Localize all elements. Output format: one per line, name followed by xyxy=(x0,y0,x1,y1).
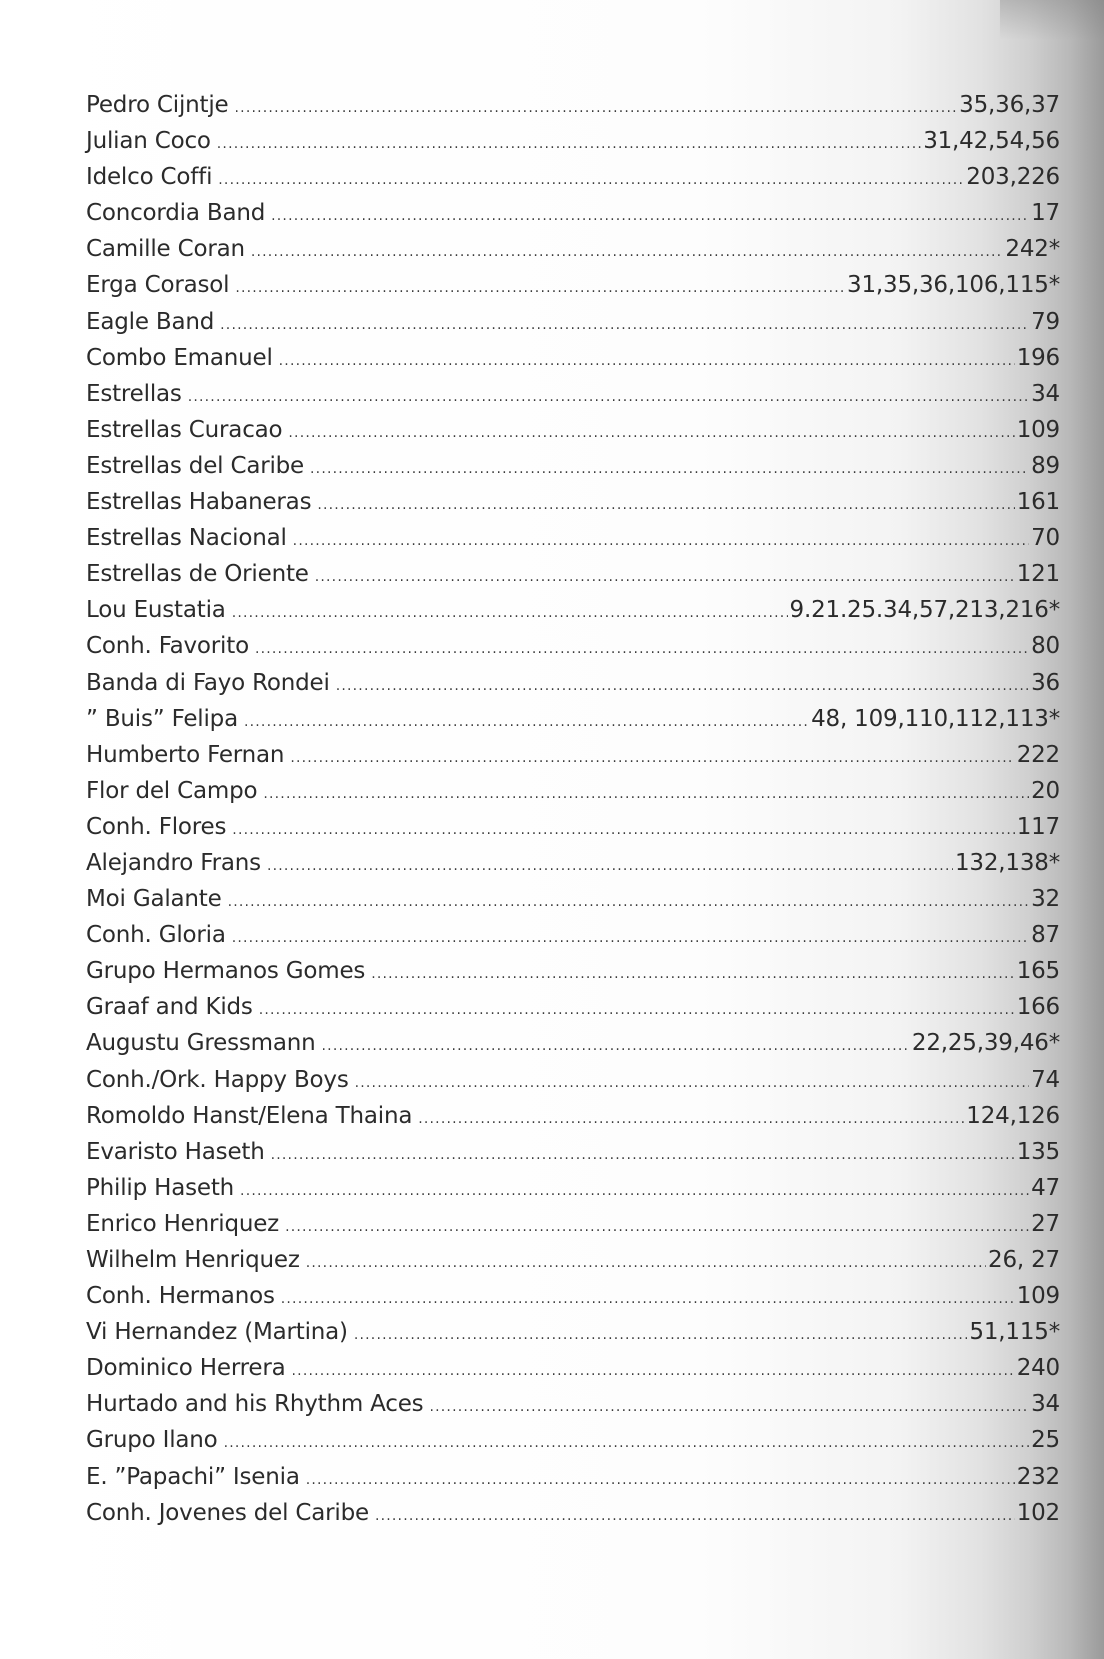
dot-leader xyxy=(293,523,1029,559)
entry-name: Lou Eustatia xyxy=(86,597,226,624)
index-entry xyxy=(86,1495,1060,1531)
entry-pages: 196 xyxy=(1016,344,1060,371)
entry-pages: 165 xyxy=(1016,958,1060,985)
entry-pages: 89 xyxy=(1031,452,1060,479)
entry-name: E. ”Papachi” Isenia xyxy=(86,1463,300,1490)
entry-name: Camille Coran xyxy=(86,236,245,263)
dot-leader xyxy=(220,307,1029,343)
index-entry xyxy=(86,267,1060,303)
index-entry xyxy=(86,1134,1060,1170)
entry-pages: 35,36,37 xyxy=(959,92,1060,118)
entry-name: Estrellas del Caribe xyxy=(86,452,305,479)
dot-leader xyxy=(285,1209,1029,1245)
index-entry xyxy=(86,1206,1060,1242)
index-entry xyxy=(86,195,1060,231)
page-edge-shadow xyxy=(1000,0,1104,40)
entry-name: Idelco Coffi xyxy=(86,164,213,191)
entry-pages: 135 xyxy=(1016,1138,1060,1165)
entry-name: Grupo Hermanos Gomes xyxy=(86,958,366,985)
entry-name: Vi Hernandez (Martina) xyxy=(86,1319,348,1346)
entry-pages: 36 xyxy=(1031,669,1060,696)
entry-pages: 22,25,39,46* xyxy=(911,1030,1060,1057)
dot-leader xyxy=(288,415,1014,451)
index-entry xyxy=(86,1314,1060,1350)
entry-pages: 222 xyxy=(1016,741,1060,768)
entry-name: Eagle Band xyxy=(86,308,215,335)
entry-name: Wilhelm Henriquez xyxy=(86,1247,300,1273)
entry-name: Conh. Hermanos xyxy=(86,1283,275,1310)
dot-leader xyxy=(255,631,1029,667)
entry-name: Conh. Favorito xyxy=(86,633,249,660)
entry-name: Estrellas de Oriente xyxy=(86,561,309,588)
entry-pages: 102 xyxy=(1016,1499,1060,1526)
entry-name: Enrico Henriquez xyxy=(86,1210,280,1237)
entry-pages: 203,226 xyxy=(966,164,1060,191)
entry-name: ” Buis” Felipa xyxy=(86,705,238,732)
entry-pages: 166 xyxy=(1016,994,1060,1021)
index-entry xyxy=(86,1098,1060,1134)
index-entry xyxy=(86,845,1060,881)
entry-name: Philip Haseth xyxy=(86,1174,235,1201)
entry-name: Humberto Fernan xyxy=(86,741,285,768)
index-entry xyxy=(86,1242,1060,1278)
dot-leader xyxy=(429,1389,1029,1425)
entry-pages: 132,138* xyxy=(954,849,1060,876)
entry-pages: 20 xyxy=(1031,777,1060,804)
dot-leader xyxy=(217,126,921,162)
dot-leader xyxy=(306,1462,1015,1498)
index-entry xyxy=(86,1350,1060,1386)
index-entry xyxy=(86,881,1060,917)
entry-pages: 48, 109,110,112,113* xyxy=(811,705,1060,732)
entry-name: Evaristo Haseth xyxy=(86,1138,265,1165)
entry-pages: 79 xyxy=(1031,308,1060,335)
index-entry xyxy=(86,1386,1060,1422)
entry-pages: 17 xyxy=(1031,200,1060,227)
entry-pages: 47 xyxy=(1031,1174,1060,1201)
entry-pages: 117 xyxy=(1016,813,1060,840)
dot-leader xyxy=(235,270,845,306)
index-entry xyxy=(86,556,1060,592)
index-entry xyxy=(86,1170,1060,1206)
index-entry xyxy=(86,484,1060,520)
entry-name: Grupo Ilano xyxy=(86,1427,218,1454)
entry-pages: 80 xyxy=(1031,633,1060,660)
index-entry xyxy=(86,1025,1060,1061)
entry-pages: 161 xyxy=(1016,489,1060,516)
entry-name: Estrellas xyxy=(86,380,182,407)
entry-pages: 51,115* xyxy=(969,1319,1060,1346)
entry-name: Estrellas Nacional xyxy=(86,525,287,552)
dot-leader xyxy=(310,451,1029,487)
index-entry xyxy=(86,989,1060,1025)
dot-leader xyxy=(281,1281,1015,1317)
index-entry xyxy=(86,773,1060,809)
dot-leader xyxy=(218,162,964,198)
entry-pages: 31,42,54,56 xyxy=(923,128,1060,155)
dot-leader xyxy=(317,487,1014,523)
dot-leader xyxy=(375,1498,1015,1534)
entry-pages: 27 xyxy=(1031,1210,1060,1237)
dot-leader xyxy=(271,198,1029,234)
entry-pages: 74 xyxy=(1031,1066,1060,1093)
index-entry xyxy=(86,448,1060,484)
dot-leader xyxy=(232,812,1014,848)
entry-name: Flor del Campo xyxy=(86,777,258,804)
index-entry xyxy=(86,917,1060,953)
index-entry xyxy=(86,809,1060,845)
entry-name: Conh. Gloria xyxy=(86,922,226,949)
index-entry xyxy=(86,159,1060,195)
index-entry xyxy=(86,1422,1060,1458)
entry-pages: 109 xyxy=(1016,1283,1060,1310)
entry-pages: 240 xyxy=(1016,1355,1060,1382)
entry-name: Augustu Gressmann xyxy=(86,1030,316,1057)
entry-name: Julian Coco xyxy=(86,128,211,155)
dot-leader xyxy=(279,343,1015,379)
dot-leader xyxy=(232,595,788,631)
dot-leader xyxy=(267,848,953,884)
entry-name: Combo Emanuel xyxy=(86,344,273,371)
index-entry xyxy=(86,1459,1060,1495)
entry-pages: 87 xyxy=(1031,922,1060,949)
dot-leader xyxy=(240,1173,1029,1209)
entry-name: Dominico Herrera xyxy=(86,1355,286,1382)
entry-pages: 32 xyxy=(1031,886,1060,913)
dot-leader xyxy=(251,234,1004,270)
dot-leader xyxy=(244,704,809,740)
dot-leader xyxy=(263,776,1029,812)
dot-leader xyxy=(224,1425,1030,1461)
dot-leader xyxy=(354,1317,968,1353)
entry-name: Hurtado and his Rhythm Aces xyxy=(86,1391,424,1418)
entry-name: Estrellas Habaneras xyxy=(86,489,312,516)
index-entry xyxy=(86,665,1060,701)
entry-name: Graaf and Kids xyxy=(86,994,253,1021)
index-entry xyxy=(86,340,1060,376)
entry-name: Concordia Band xyxy=(86,200,266,227)
dot-leader xyxy=(259,992,1015,1028)
dot-leader xyxy=(322,1028,910,1064)
entry-name: Pedro Cijntje xyxy=(86,92,229,118)
index-entry xyxy=(86,953,1060,989)
index-entry xyxy=(86,628,1060,664)
entry-name: Conh. Flores xyxy=(86,813,227,840)
index-entry xyxy=(86,87,1060,123)
index-entry xyxy=(86,1062,1060,1098)
entry-name: Conh./Ork. Happy Boys xyxy=(86,1066,349,1093)
entry-name: Alejandro Frans xyxy=(86,849,261,876)
entry-pages: 9.21.25.34,57,213,216* xyxy=(789,597,1060,624)
index-entry xyxy=(86,123,1060,159)
entry-pages: 25 xyxy=(1031,1427,1060,1454)
entry-pages: 109 xyxy=(1016,416,1060,443)
entry-pages: 124,126 xyxy=(966,1102,1060,1129)
entry-name: Estrellas Curacao xyxy=(86,416,283,443)
dot-leader xyxy=(371,956,1014,992)
dot-leader xyxy=(315,559,1015,595)
dot-leader xyxy=(355,1065,1030,1101)
entry-name: Erga Corasol xyxy=(86,272,230,299)
entry-pages: 34 xyxy=(1031,380,1060,407)
dot-leader xyxy=(232,920,1029,956)
index-entry xyxy=(86,231,1060,267)
dot-leader xyxy=(188,379,1029,415)
dot-leader xyxy=(235,90,958,126)
index-list xyxy=(86,87,1060,1531)
index-entry xyxy=(86,520,1060,556)
index-entry xyxy=(86,304,1060,340)
entry-pages: 121 xyxy=(1016,561,1060,588)
entry-name: Conh. Jovenes del Caribe xyxy=(86,1499,369,1526)
dot-leader xyxy=(306,1245,986,1281)
entry-name: Moi Galante xyxy=(86,886,222,913)
index-entry xyxy=(86,1278,1060,1314)
entry-name: Banda di Fayo Rondei xyxy=(86,669,330,696)
entry-pages: 232 xyxy=(1016,1463,1060,1490)
entry-pages: 70 xyxy=(1031,525,1060,552)
entry-name: Romoldo Hanst/Elena Thaina xyxy=(86,1102,413,1129)
index-entry xyxy=(86,737,1060,773)
dot-leader xyxy=(336,668,1029,704)
dot-leader xyxy=(228,884,1030,920)
dot-leader xyxy=(290,740,1014,776)
dot-leader xyxy=(418,1101,964,1137)
index-entry xyxy=(86,701,1060,737)
index-entry xyxy=(86,412,1060,448)
entry-pages: 242* xyxy=(1005,236,1060,263)
entry-pages: 31,35,36,106,115* xyxy=(847,272,1060,299)
index-entry xyxy=(86,592,1060,628)
index-entry xyxy=(86,376,1060,412)
entry-pages: 26, 27 xyxy=(988,1247,1060,1273)
entry-pages: 34 xyxy=(1031,1391,1060,1418)
dot-leader xyxy=(292,1353,1015,1389)
dot-leader xyxy=(271,1137,1015,1173)
